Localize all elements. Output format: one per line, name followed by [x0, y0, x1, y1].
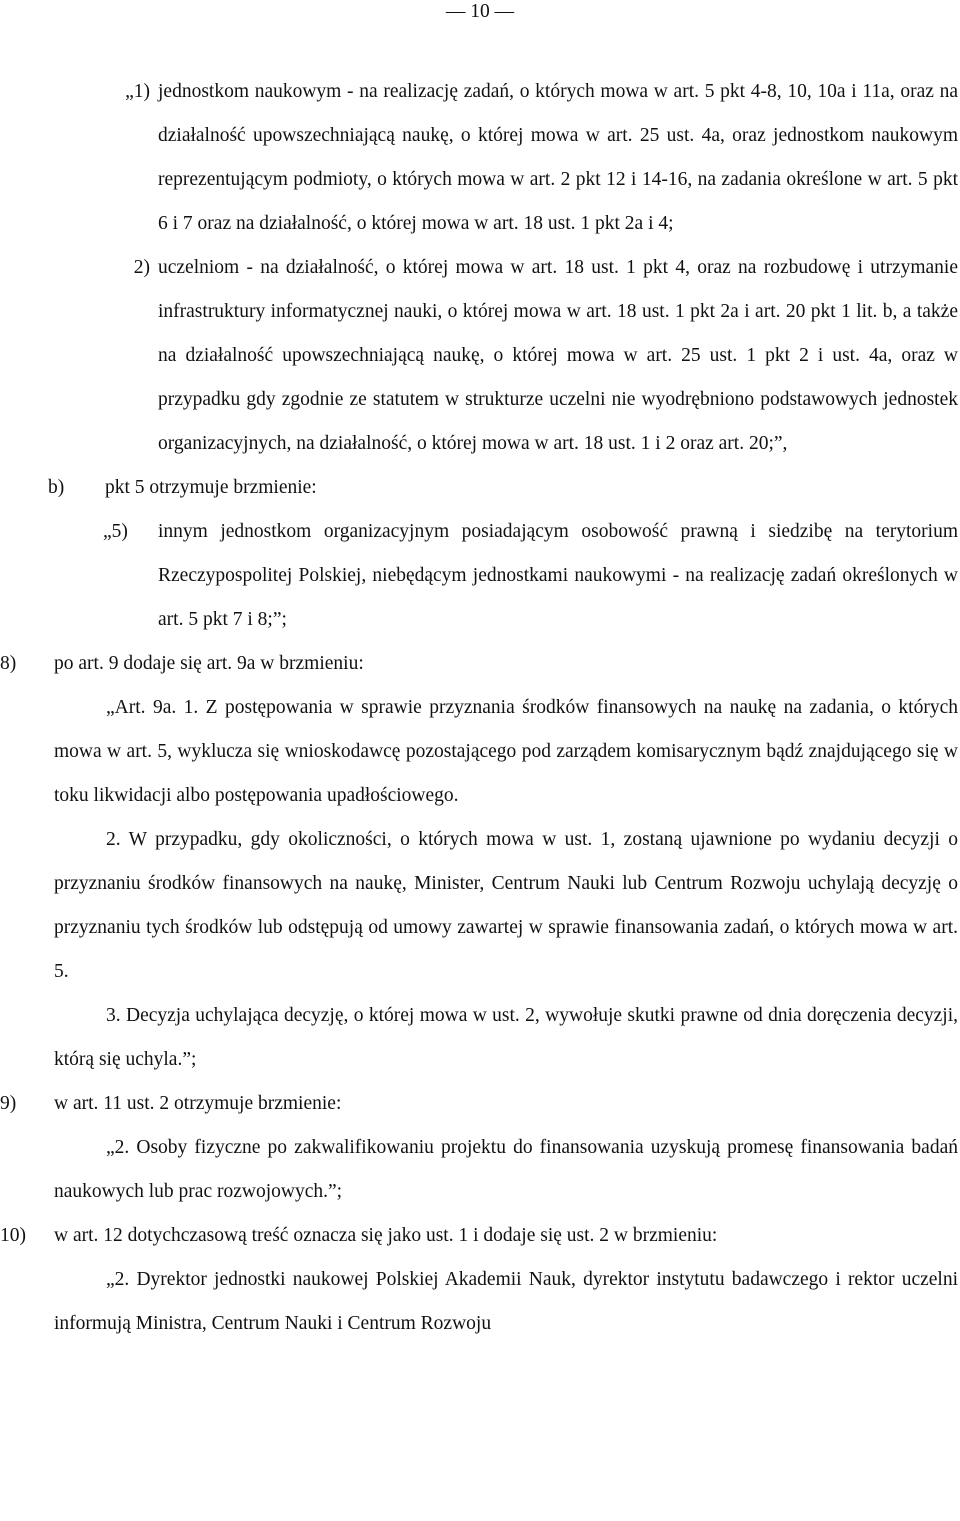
list-item [125, 70, 958, 246]
item-text: uczelniom - na działalność, o której mowa w art. 18 ust. 1 pkt 4, oraz na rozbudowę i utrzymanie infrastruktury informatycznej nauki, o której mowa w art. 18 ust. 1 pkt 2a i art. 20 pkt 1 lit. b, a także na działalność upowszechniającą naukę, o której mowa w art. 25 ust. 1 pkt 2 i ust. 4a, oraz w przypadku gdy zgodnie ze statutem w strukturze uczelni nie wyodrębniono podstawowych jednostek organizacyjnych, na działalność, o której mowa w art. 18 ust. 1 i 2 oraz art. 20;”, [158, 257, 958, 454]
body-paragraph: „2. Dyrektor jednostki naukowej Polskiej Akademii Nauk, dyrektor instytutu badawczego i rektor uczelni informują Ministra, Centrum Nauki i Centrum Rozwoju [54, 1269, 958, 1334]
page-number: — 10 — [445, 1, 515, 22]
list-item [0, 642, 958, 686]
item-number: 10) [0, 1225, 26, 1246]
item-number: 2) [133, 257, 150, 278]
list-item [0, 1214, 958, 1258]
item-text: w art. 11 ust. 2 otrzymuje brzmienie: [54, 1093, 342, 1114]
item-text: po art. 9 dodaje się art. 9a w brzmieniu: [54, 653, 364, 674]
body-paragraph: „Art. 9a. 1. Z postępowania w sprawie przyznania środków finansowych na naukę na zadania, o których mowa w art. 5, wyklucza się wnioskodawcę pozostającego pod zarządem komisarycznym bądź znajdującego się w toku likwidacji albo postępowania upadłościowego. [54, 697, 958, 806]
list-item [48, 466, 958, 510]
list-item [103, 510, 958, 642]
item-text: w art. 12 dotychczasową treść oznacza się jako ust. 1 i dodaje się ust. 2 w brzmieniu: [54, 1225, 718, 1246]
item-text: jednostkom naukowym - na realizację zadań, o których mowa w art. 5 pkt 4-8, 10, 10a i 11a, oraz na działalność upowszechniającą naukę, o której mowa w art. 25 ust. 4a, oraz jednostkom naukowym reprezentującym podmioty, o których mowa w art. 2 pkt 12 i 14-16, na zadania określone w art. 5 pkt 6 i 7 oraz na działalność, o której mowa w art. 18 ust. 1 pkt 2a i 4; [158, 81, 958, 234]
body-paragraph: 2. W przypadku, gdy okoliczności, o których mowa w ust. 1, zostaną ujawnione po wydaniu decyzji o przyznaniu środków finansowych na naukę, Minister, Centrum Nauki lub Centrum Rozwoju uchylają decyzję o przyznaniu tych środków lub odstępują od umowy zawartej w sprawie finansowania zadań, o których mowa w art. 5. [54, 829, 958, 982]
body-paragraph: „2. Osoby fizyczne po zakwalifikowaniu projektu do finansowania uzyskują promesę finansowania badań naukowych lub prac rozwojowych.”; [54, 1137, 958, 1202]
item-number: „5) [103, 521, 128, 542]
item-number: „1) [125, 81, 150, 102]
document-body [0, 70, 960, 1346]
item-text: pkt 5 otrzymuje brzmienie: [105, 477, 317, 498]
list-item [0, 1082, 958, 1126]
item-number: b) [48, 477, 65, 498]
item-number: 9) [0, 1093, 17, 1114]
item-number: 8) [0, 653, 17, 674]
body-paragraph: 3. Decyzja uchylająca decyzję, o której mowa w ust. 2, wywołuje skutki prawne od dnia doręczenia decyzji, którą się uchyla.”; [54, 1005, 958, 1070]
item-text: innym jednostkom organizacyjnym posiadającym osobowość prawną i siedzibę na terytorium Rzeczypospolitej Polskiej, niebędącym jednostkami naukowymi - na realizację zadań określonych w art. 5 pkt 7 i 8;”; [158, 521, 958, 630]
list-item [133, 246, 958, 466]
